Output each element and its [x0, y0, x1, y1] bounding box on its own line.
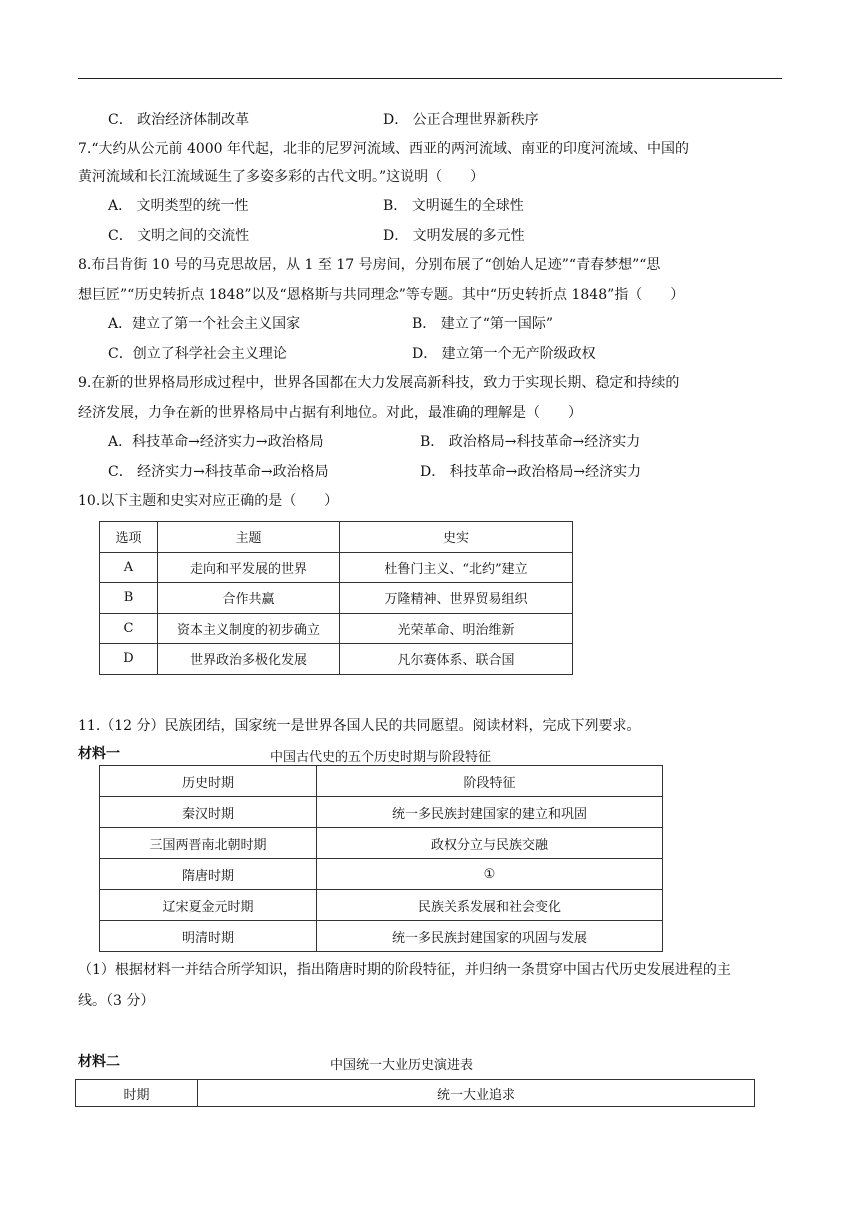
table-cell: 走向和平发展的世界 — [158, 552, 340, 583]
q11-stem: 11.（12 分）民族团结，国家统一是世界各国人民的共同愿望。阅读材料，完成下列要求。 — [78, 718, 641, 734]
table-header-cell: 选项 — [100, 522, 158, 553]
q7-stem-line2: 黄河流域和长江流域诞生了多姿多彩的古代文明。”这说明（ ） — [78, 169, 485, 185]
q10-stem: 10.以下主题和史实对应正确的是（ ） — [78, 493, 339, 509]
q10-table — [99, 521, 573, 675]
table-cell: ① — [317, 859, 663, 890]
q8-stem-line2: 想巨匠”“历史转折点 1848”以及“恩格斯与共同理念”等专题。其中“历史转折点 1848”指（ ） — [78, 287, 685, 303]
table-row — [100, 921, 663, 952]
table-cell: 合作共赢 — [158, 583, 340, 614]
q9-stem-line2: 经济发展，力争在新的世界格局中占据有利地位。对此，最准确的理解是（ ） — [78, 405, 582, 421]
q11-sub1-line1: （1）根据材料一并结合所学知识，指出隋唐时期的阶段特征，并归纳一条贯穿中国古代历史发展进程的主 — [78, 962, 731, 978]
q7-stem-line1: 7.“大约从公元前 4000 年代起，北非的尼罗河流域、西亚的两河流域、南亚的印度河流域、中国的 — [78, 141, 690, 157]
q7-option-c: C． 文明之间的交流性 — [108, 228, 250, 244]
table-header-cell: 历史时期 — [100, 766, 317, 797]
table-cell: 凡尔赛体系、联合国 — [340, 644, 573, 675]
material-two-table — [75, 1079, 755, 1107]
table-cell: D — [100, 644, 158, 675]
table-cell: 杜鲁门主义、“北约”建立 — [340, 552, 573, 583]
q6-option-d: D． 公正合理世界新秩序 — [383, 112, 539, 128]
material-one-label: 材料一 — [78, 746, 120, 762]
table-header-cell: 史实 — [340, 522, 573, 553]
table-header-cell: 主题 — [158, 522, 340, 553]
table-header-cell: 时期 — [76, 1080, 198, 1107]
q9-stem-line1: 9.在新的世界格局形成过程中，世界各国都在大力发展高新科技，致力于实现长期、稳定和持续的 — [78, 375, 680, 391]
q9-option-b: B． 政治格局→科技革命→经济实力 — [420, 434, 641, 450]
table-cell: 光荣革命、明治维新 — [340, 613, 573, 644]
material-one-table — [99, 765, 663, 952]
q9-option-d: D． 科技革命→政治格局→经济实力 — [420, 464, 642, 480]
q7-option-a: A． 文明类型的统一性 — [108, 198, 249, 214]
q8-option-b: B． 建立了“第一国际” — [412, 316, 554, 332]
table-cell: 民族关系发展和社会变化 — [317, 890, 663, 921]
table-header-row — [100, 522, 573, 553]
table-header-row — [76, 1080, 755, 1107]
q7-option-b: B． 文明诞生的全球性 — [383, 198, 524, 214]
table-cell: 辽宋夏金元时期 — [100, 890, 317, 921]
q8-stem-line1: 8.布吕肯街 10 号的马克思故居，从 1 至 17 号房间，分别布展了“创始人足迹”“青春梦想”“思 — [78, 257, 661, 273]
table-cell: 世界政治多极化发展 — [158, 644, 340, 675]
q9-option-a: A．科技革命→经济实力→政治格局 — [108, 434, 324, 450]
table-row — [100, 552, 573, 583]
table-header-cell: 阶段特征 — [317, 766, 663, 797]
q8-option-c: C．创立了科学社会主义理论 — [108, 346, 287, 362]
material-one-caption: 中国古代史的五个历史时期与阶段特征 — [270, 750, 492, 765]
q11-sub1-line2: 线。（3 分） — [78, 993, 155, 1009]
table-row — [100, 583, 573, 614]
table-row — [100, 613, 573, 644]
table-cell: 统一多民族封建国家的建立和巩固 — [317, 797, 663, 828]
table-cell: 秦汉时期 — [100, 797, 317, 828]
table-cell: A — [100, 552, 158, 583]
q8-option-a: A．建立了第一个社会主义国家 — [108, 316, 301, 332]
table-cell: 明清时期 — [100, 921, 317, 952]
table-cell: 隋唐时期 — [100, 859, 317, 890]
table-row — [100, 797, 663, 828]
q8-option-d: D． 建立第一个无产阶级政权 — [412, 346, 596, 362]
table-row — [100, 859, 663, 890]
table-row — [100, 828, 663, 859]
table-cell: 三国两晋南北朝时期 — [100, 828, 317, 859]
table-header-row — [100, 766, 663, 797]
table-cell: B — [100, 583, 158, 614]
table-row — [100, 890, 663, 921]
material-two-caption: 中国统一大业历史演进表 — [330, 1058, 474, 1073]
q6-option-c: C． 政治经济体制改革 — [108, 112, 250, 128]
header-rule — [78, 78, 782, 79]
table-header-cell: 统一大业追求 — [198, 1080, 755, 1107]
table-cell: 政权分立与民族交融 — [317, 828, 663, 859]
table-cell: 资本主义制度的初步确立 — [158, 613, 340, 644]
table-row — [100, 644, 573, 675]
q7-option-d: D． 文明发展的多元性 — [383, 228, 525, 244]
table-cell: C — [100, 613, 158, 644]
q9-option-c: C． 经济实力→科技革命→政治格局 — [108, 464, 329, 480]
table-cell: 万隆精神、世界贸易组织 — [340, 583, 573, 614]
table-cell: 统一多民族封建国家的巩固与发展 — [317, 921, 663, 952]
material-two-label: 材料二 — [78, 1054, 120, 1070]
